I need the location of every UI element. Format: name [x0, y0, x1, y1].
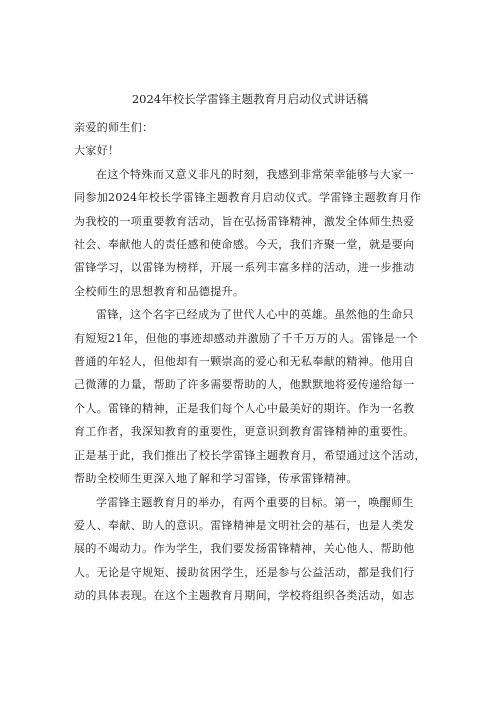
paragraph-2-line-5: 个人。雷锋的精神，正是我们每个人心中最美好的期许。作为一名教 [74, 401, 415, 415]
paragraph-1-line-4: 社会、奉献他人的责任感和使命感。今天，我们齐聚一堂，就是要向 [74, 238, 415, 252]
paragraph-2-line-2: 有短短21年，但他的事迹却感动并激励了千千万万的人。雷锋是一个 [74, 331, 418, 345]
paragraph-2-line-6: 育工作者，我深知教育的重要性，更意识到教育雷锋精神的重要性。 [74, 425, 415, 439]
paragraph-2-line-8: 帮助全校师生更深入地了解和学习雷锋，传承雷锋精神。 [74, 472, 358, 486]
paragraph-1-line-3: 为我校的一项重要教育活动，旨在弘扬雷锋精神，激发全体师生热爱 [74, 214, 415, 228]
paragraph-1-line-5: 雷锋学习，以雷锋为榜样，开展一系列丰富多样的活动，进一步推动 [74, 261, 415, 275]
document-title: 2024年校长学雷锋主题教育月启动仪式讲话稿 [131, 92, 369, 106]
paragraph-1-line-6: 全校师生的思想教育和品德提升。 [74, 284, 245, 298]
paragraph-1-line-2: 同参加2024年校长学雷锋主题教育月启动仪式。学雷锋主题教育月作 [74, 191, 422, 205]
salutation: 亲爱的师生们： [74, 121, 154, 134]
paragraph-2-line-4: 己微薄的力量，帮助了许多需要帮助的人，他默默地将爱传递给每一 [74, 378, 415, 392]
paragraph-3-line-1: 学雷锋主题教育月的举办，有两个重要的目标。第一，唤醒师生 [96, 495, 414, 509]
paragraph-2-line-1: 雷锋，这个名字已经成为了世代人心中的英雄。虽然他的生命只 [96, 308, 414, 322]
greeting: 大家好！ [74, 144, 120, 158]
paragraph-3-line-4: 人。无论是守规矩、援助贫困学生，还是参与公益活动，都是我们行 [74, 565, 415, 579]
paragraph-3-line-2: 爱人、奉献、助人的意识。雷锋精神是文明社会的基石，也是人类发 [74, 518, 415, 532]
paragraph-2-line-7: 正是基于此，我们推出了校长学雷锋主题教育月，希望通过这个活动， [74, 448, 426, 462]
paragraph-3-line-3: 展的不竭动力。作为学生，我们要发扬雷锋精神，关心他人、帮助他 [74, 542, 415, 556]
paragraph-2-line-3: 普通的年轻人，但他却有一颗崇高的爱心和无私奉献的精神。他用自 [74, 355, 415, 369]
paragraph-1-line-1: 在这个特殊而又意义非凡的时刻，我感到非常荣幸能够与大家一 [96, 167, 414, 181]
paragraph-3-line-5: 动的具体表现。在这个主题教育月期间，学校将组织各类活动，如志 [74, 589, 415, 603]
